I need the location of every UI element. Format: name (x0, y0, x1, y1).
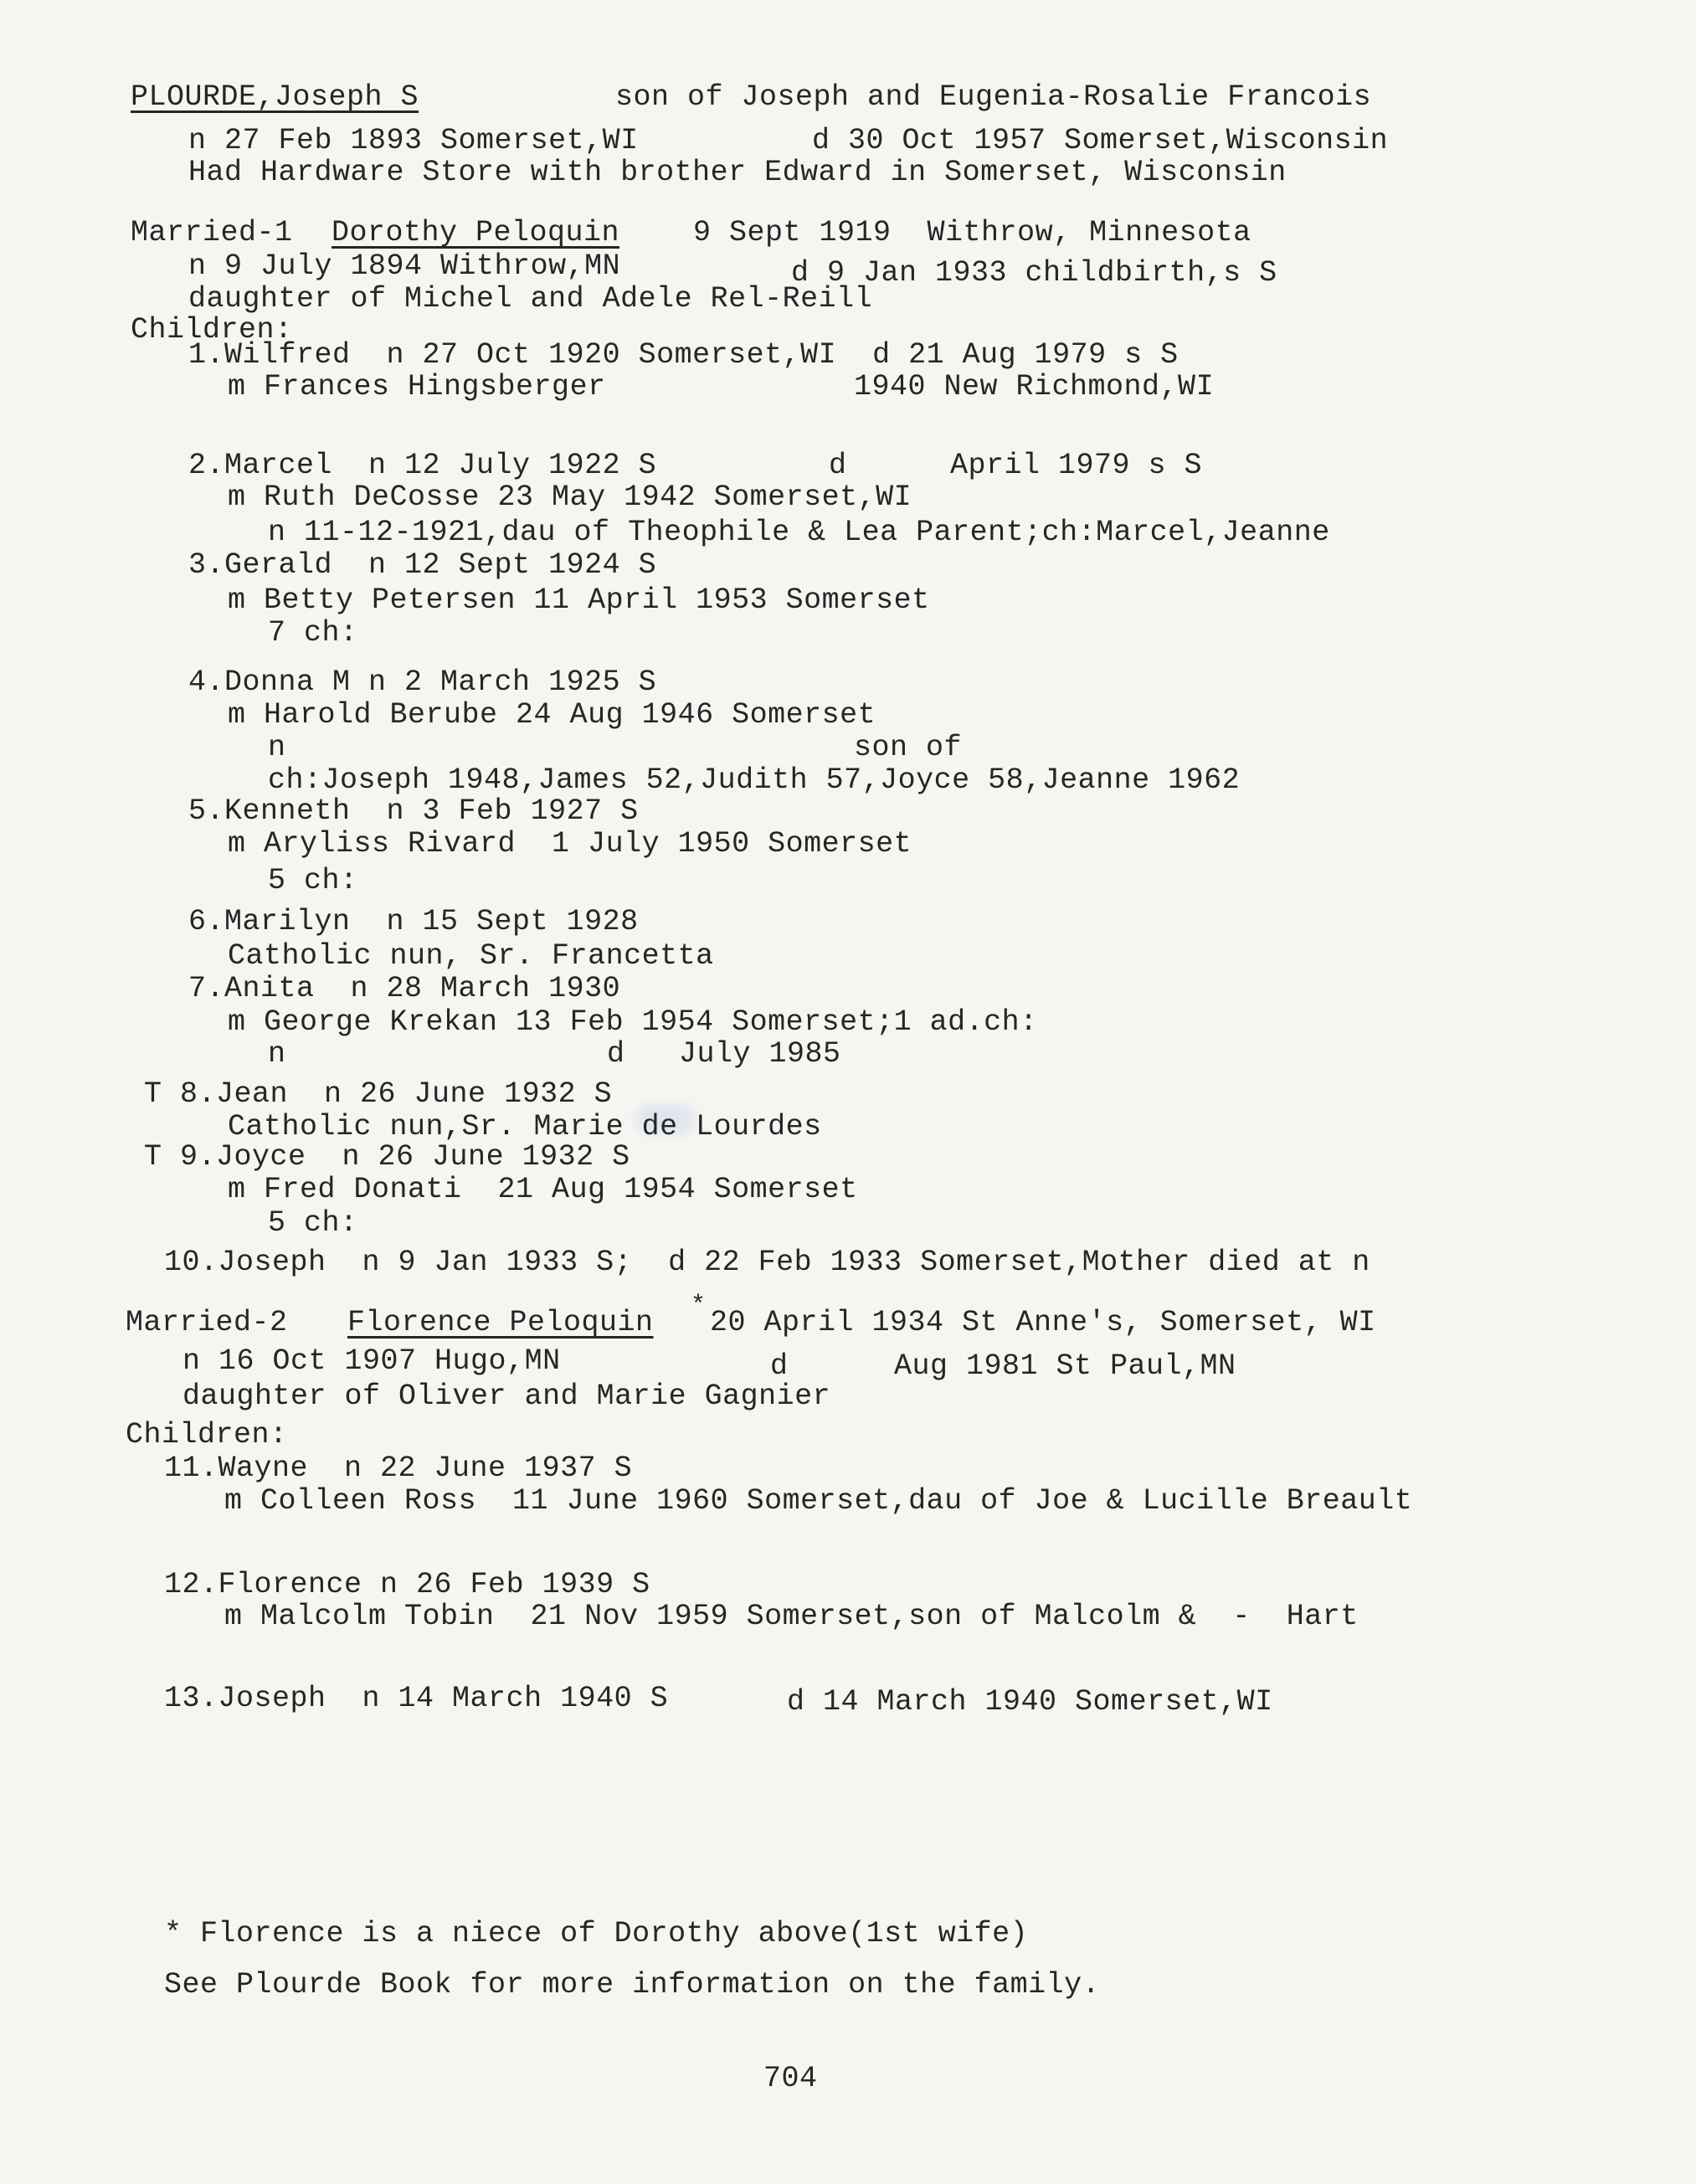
page-number: 704 (763, 2062, 818, 2095)
child-7-line3b: d July 1985 (607, 1037, 841, 1071)
child-13-line1b: d 14 March 1940 Somerset,WI (787, 1685, 1273, 1719)
marriage2-star: * (691, 1292, 707, 1320)
child-7-line2: m George Krekan 13 Feb 1954 Somerset;1 ad.ch: (228, 1005, 1038, 1039)
child-2-line2: m Ruth DeCosse 23 May 1942 Somerset,WI (228, 480, 912, 514)
children2-label: Children: (126, 1418, 288, 1452)
subject-death: d 30 Oct 1957 Somerset,Wisconsin (812, 124, 1389, 157)
marriage1-details: 9 Sept 1919 Withrow, Minnesota (693, 216, 1251, 249)
child-4-line2: m Harold Berube 24 Aug 1946 Somerset (228, 698, 876, 732)
marriage1-death: d 9 Jan 1933 childbirth,s S (791, 256, 1277, 290)
child-11-line2: m Colleen Ross 11 June 1960 Somerset,dau of Joe & Lucille Breault (224, 1484, 1413, 1518)
child-1-line2: m Frances Hingsberger (228, 370, 606, 403)
child-1-line2b: 1940 New Richmond,WI (854, 370, 1215, 403)
child-4-line4: ch:Joseph 1948,James 52,Judith 57,Joyce 58,Jeanne 1962 (268, 763, 1241, 797)
note-florence: * Florence is a niece of Dorothy above(1st wife) (164, 1917, 1029, 1950)
child-13-line1: 13.Joseph n 14 March 1940 S (164, 1682, 669, 1715)
child-9-line1: T 9.Joyce n 26 June 1932 S (144, 1140, 630, 1174)
marriage2-details: 20 April 1934 St Anne's, Somerset, WI (710, 1306, 1376, 1339)
child-5-line1: 5.Kenneth n 3 Feb 1927 S (188, 794, 639, 828)
child-7-line3: n (268, 1037, 286, 1071)
subject-occupation: Had Hardware Store with brother Edward in Somerset, Wisconsin (188, 156, 1287, 189)
child-6-line1: 6.Marilyn n 15 Sept 1928 (188, 905, 639, 938)
child-11-line1: 11.Wayne n 22 June 1937 S (164, 1452, 633, 1485)
marriage1-spouse: Dorothy Peloquin (331, 216, 620, 249)
child-2-line1: 2.Marcel n 12 July 1922 S (188, 449, 657, 482)
child-3-line3: 7 ch: (268, 616, 358, 650)
child-3-line1: 3.Gerald n 12 Sept 1924 S (188, 548, 657, 582)
child-12-line1: 12.Florence n 26 Feb 1939 S (164, 1568, 650, 1601)
child-6-line2: Catholic nun, Sr. Francetta (228, 939, 714, 973)
child-5-line2: m Aryliss Rivard 1 July 1950 Somerset (228, 827, 912, 861)
child-7-line1: 7.Anita n 28 March 1930 (188, 972, 621, 1005)
child-4-line3: n (268, 731, 286, 764)
marriage2-death: Aug 1981 St Paul,MN (894, 1349, 1236, 1383)
child-9-line3: 5 ch: (268, 1206, 358, 1240)
child-9-line2: m Fred Donati 21 Aug 1954 Somerset (228, 1173, 858, 1206)
marriage2-spouse: Florence Peloquin (347, 1306, 654, 1339)
marriage1-birth: n 9 July 1894 Withrow,MN (188, 249, 621, 283)
subject-parents: son of Joseph and Eugenia-Rosalie Francois (615, 80, 1372, 114)
marriage2-parents: daughter of Oliver and Marie Gagnier (182, 1380, 831, 1413)
child-2-line3: n 11-12-1921,dau of Theophile & Lea Parent;ch:Marcel,Jeanne (268, 516, 1330, 549)
marriage1-prefix: Married-1 (131, 216, 293, 249)
marriage2-prefix: Married-2 (126, 1306, 288, 1339)
marriage2-birth: n 16 Oct 1907 Hugo,MN (182, 1344, 561, 1378)
child-3-line2: m Betty Petersen 11 April 1953 Somerset (228, 583, 930, 617)
children1-label: Children: (131, 313, 293, 347)
child-2-line1c: April 1979 s S (950, 449, 1203, 482)
subject-birth: n 27 Feb 1893 Somerset,WI (188, 124, 639, 157)
child-5-line3: 5 ch: (268, 864, 358, 897)
child-10-line1: 10.Joseph n 9 Jan 1933 S; d 22 Feb 1933 Somerset,Mother died at n (164, 1246, 1370, 1279)
child-4-line3b: son of (854, 731, 963, 764)
child-1-line1: 1.Wilfred n 27 Oct 1920 Somerset,WI d 21 Aug 1979 s S (188, 338, 1179, 372)
child-8-line1: T 8.Jean n 26 June 1932 S (144, 1077, 613, 1111)
child-12-line2: m Malcolm Tobin 21 Nov 1959 Somerset,son of Malcolm & - Hart (224, 1600, 1359, 1633)
subject-name: PLOURDE,Joseph S (131, 80, 419, 114)
child-8-line2: Catholic nun,Sr. Marie de Lourdes (228, 1110, 822, 1143)
marriage1-parents: daughter of Michel and Adele Rel-Reill (188, 282, 873, 316)
child-2-line1b: d (829, 449, 847, 482)
child-4-line1: 4.Donna M n 2 March 1925 S (188, 665, 657, 699)
marriage2-death-d: d (770, 1349, 789, 1383)
note-plourde-book: See Plourde Book for more information on the family. (164, 1968, 1101, 2002)
